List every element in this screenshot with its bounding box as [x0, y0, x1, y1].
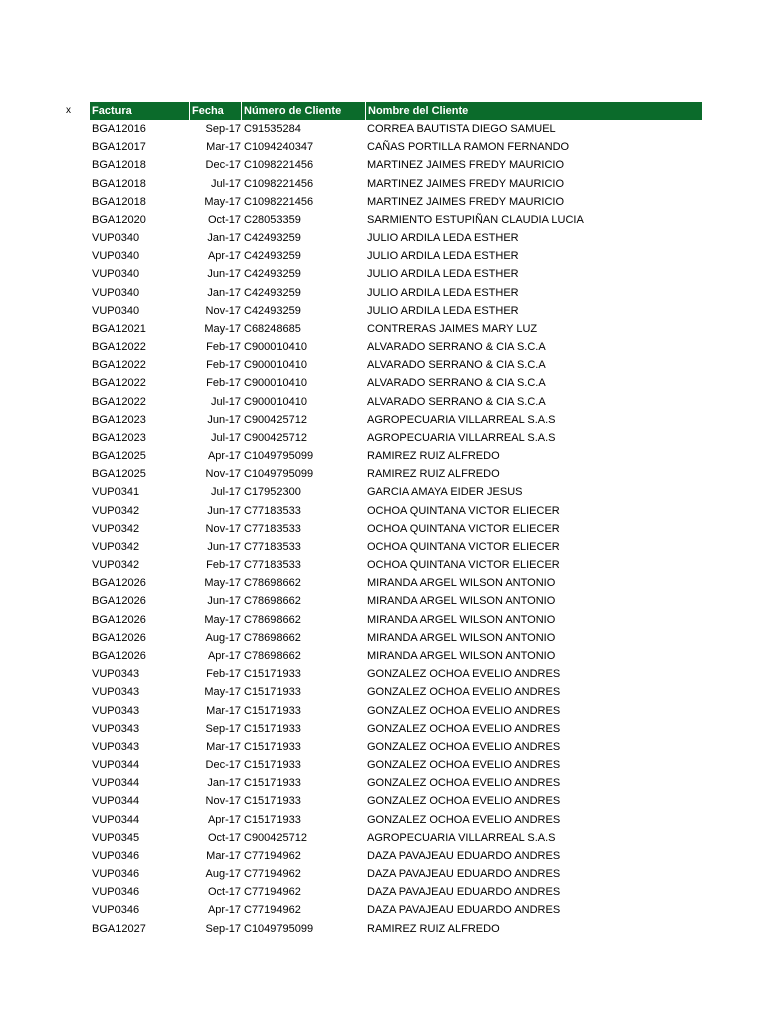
- cell-fecha[interactable]: Nov-17: [205, 795, 241, 808]
- cell-numero-cliente[interactable]: C900425712: [244, 413, 308, 426]
- cell-factura[interactable]: BGA12023: [92, 431, 146, 444]
- cell-factura[interactable]: VUP0343: [92, 686, 140, 699]
- table-row[interactable]: [90, 120, 702, 138]
- cell-fecha[interactable]: Feb-17: [206, 668, 241, 681]
- cell-numero-cliente[interactable]: C1094240347: [244, 141, 314, 154]
- cell-fecha[interactable]: Jun-17: [207, 595, 241, 608]
- cell-factura[interactable]: VUP0344: [92, 759, 140, 772]
- cell-factura[interactable]: VUP0345: [92, 831, 140, 844]
- cell-nombre-cliente[interactable]: MIRANDA ARGEL WILSON ANTONIO: [367, 649, 556, 662]
- cell-fecha[interactable]: May-17: [204, 195, 241, 208]
- table-row[interactable]: [90, 175, 702, 193]
- cell-numero-cliente[interactable]: C1049795099: [244, 922, 314, 935]
- cell-numero-cliente[interactable]: C77194962: [244, 904, 301, 917]
- table-header: [90, 102, 702, 120]
- cell-numero-cliente[interactable]: C900425712: [244, 431, 308, 444]
- cell-fecha[interactable]: May-17: [204, 613, 241, 626]
- table-row[interactable]: [90, 247, 702, 265]
- cell-factura[interactable]: BGA12026: [92, 649, 146, 662]
- cell-fecha[interactable]: Jun-17: [207, 540, 241, 553]
- cell-factura[interactable]: VUP0342: [92, 504, 140, 517]
- table-row[interactable]: [90, 302, 702, 320]
- cell-fecha[interactable]: Oct-17: [207, 831, 241, 844]
- cell-numero-cliente[interactable]: C78698662: [244, 595, 301, 608]
- cell-factura[interactable]: BGA12017: [92, 141, 146, 154]
- table-row[interactable]: [90, 774, 702, 792]
- table-row[interactable]: [90, 265, 702, 283]
- cell-fecha[interactable]: Jul-17: [211, 177, 241, 190]
- cell-nombre-cliente[interactable]: DAZA PAVAJEAU EDUARDO ANDRES: [367, 904, 561, 917]
- cell-nombre-cliente[interactable]: OCHOA QUINTANA VICTOR ELIECER: [367, 559, 560, 572]
- table-row[interactable]: [90, 592, 702, 610]
- cell-nombre-cliente[interactable]: OCHOA QUINTANA VICTOR ELIECER: [367, 540, 560, 553]
- table-row[interactable]: [90, 193, 702, 211]
- table-row[interactable]: [90, 647, 702, 665]
- table-row[interactable]: [90, 393, 702, 411]
- cell-numero-cliente[interactable]: C78698662: [244, 613, 301, 626]
- invoice-table: [90, 102, 702, 938]
- table-row[interactable]: [90, 483, 702, 501]
- cell-numero-cliente[interactable]: C900010410: [244, 341, 308, 354]
- cell-numero-cliente[interactable]: C15171933: [244, 722, 301, 735]
- cell-numero-cliente[interactable]: C900010410: [244, 395, 308, 408]
- cell-fecha[interactable]: May-17: [204, 322, 241, 335]
- cell-nombre-cliente[interactable]: ALVARADO SERRANO & CIA S.C.A: [367, 341, 546, 354]
- cell-nombre-cliente[interactable]: ALVARADO SERRANO & CIA S.C.A: [367, 395, 546, 408]
- cell-factura[interactable]: VUP0342: [92, 522, 140, 535]
- table-row[interactable]: [90, 829, 702, 847]
- table-row[interactable]: [90, 156, 702, 174]
- table-row[interactable]: [90, 520, 702, 538]
- cell-numero-cliente[interactable]: C78698662: [244, 649, 301, 662]
- cell-factura[interactable]: BGA12025: [92, 468, 146, 481]
- table-row[interactable]: [90, 229, 702, 247]
- cell-fecha[interactable]: Dec-17: [205, 759, 241, 772]
- cell-factura[interactable]: VUP0341: [92, 486, 140, 499]
- table-row[interactable]: [90, 702, 702, 720]
- cell-factura[interactable]: BGA12018: [92, 159, 146, 172]
- cell-numero-cliente[interactable]: C15171933: [244, 813, 301, 826]
- table-row[interactable]: [90, 901, 702, 919]
- cell-factura[interactable]: VUP0344: [92, 795, 140, 808]
- cell-fecha[interactable]: Feb-17: [206, 559, 241, 572]
- table-row[interactable]: [90, 683, 702, 701]
- cell-nombre-cliente[interactable]: AGROPECUARIA VILLARREAL S.A.S: [367, 831, 556, 844]
- table-row[interactable]: [90, 574, 702, 592]
- cell-fecha[interactable]: Apr-17: [207, 904, 241, 917]
- cell-nombre-cliente[interactable]: GONZALEZ OCHOA EVELIO ANDRES: [367, 759, 561, 772]
- cell-numero-cliente[interactable]: C1049795099: [244, 468, 314, 481]
- header-fecha[interactable]: Fecha: [190, 102, 242, 120]
- table-row[interactable]: [90, 320, 702, 338]
- cell-numero-cliente[interactable]: C15171933: [244, 704, 301, 717]
- table-row[interactable]: [90, 556, 702, 574]
- cell-fecha[interactable]: Jun-17: [207, 504, 241, 517]
- cell-nombre-cliente[interactable]: OCHOA QUINTANA VICTOR ELIECER: [367, 522, 560, 535]
- cell-nombre-cliente[interactable]: GONZALEZ OCHOA EVELIO ANDRES: [367, 722, 561, 735]
- cell-nombre-cliente[interactable]: RAMIREZ RUIZ ALFREDO: [367, 450, 500, 463]
- cell-numero-cliente[interactable]: C1098221456: [244, 177, 314, 190]
- cell-nombre-cliente[interactable]: CORREA BAUTISTA DIEGO SAMUEL: [367, 123, 556, 135]
- cell-nombre-cliente[interactable]: GONZALEZ OCHOA EVELIO ANDRES: [367, 668, 561, 681]
- cell-numero-cliente[interactable]: C28053359: [244, 213, 301, 226]
- cell-nombre-cliente[interactable]: JULIO ARDILA LEDA ESTHER: [367, 250, 519, 263]
- cell-nombre-cliente[interactable]: MARTINEZ JAIMES FREDY MAURICIO: [367, 195, 565, 208]
- cell-numero-cliente[interactable]: C77183533: [244, 559, 301, 572]
- cell-nombre-cliente[interactable]: JULIO ARDILA LEDA ESTHER: [367, 304, 519, 317]
- cell-numero-cliente[interactable]: C68248685: [244, 322, 301, 335]
- cell-numero-cliente[interactable]: C1049795099: [244, 450, 314, 463]
- cell-numero-cliente[interactable]: C78698662: [244, 631, 301, 644]
- cell-nombre-cliente[interactable]: OCHOA QUINTANA VICTOR ELIECER: [367, 504, 560, 517]
- header-factura[interactable]: Factura: [90, 102, 190, 120]
- cell-numero-cliente[interactable]: C15171933: [244, 759, 301, 772]
- cell-fecha[interactable]: Feb-17: [206, 359, 241, 372]
- cell-nombre-cliente[interactable]: ALVARADO SERRANO & CIA S.C.A: [367, 359, 546, 372]
- cell-factura[interactable]: BGA12022: [92, 395, 146, 408]
- cell-fecha[interactable]: Jan-17: [207, 232, 241, 245]
- cell-factura[interactable]: VUP0340: [92, 268, 140, 281]
- table-row[interactable]: [90, 883, 702, 901]
- cell-numero-cliente[interactable]: C42493259: [244, 268, 301, 281]
- cell-factura[interactable]: BGA12026: [92, 595, 146, 608]
- cell-fecha[interactable]: Apr-17: [207, 450, 241, 463]
- cell-numero-cliente[interactable]: C17952300: [244, 486, 301, 499]
- cell-nombre-cliente[interactable]: MARTINEZ JAIMES FREDY MAURICIO: [367, 159, 565, 172]
- cell-factura[interactable]: BGA12022: [92, 341, 146, 354]
- cell-factura[interactable]: VUP0346: [92, 849, 140, 862]
- table-row[interactable]: [90, 738, 702, 756]
- cell-nombre-cliente[interactable]: GONZALEZ OCHOA EVELIO ANDRES: [367, 704, 561, 717]
- cell-nombre-cliente[interactable]: RAMIREZ RUIZ ALFREDO: [367, 468, 500, 481]
- cell-factura[interactable]: BGA12023: [92, 413, 146, 426]
- cell-nombre-cliente[interactable]: SARMIENTO ESTUPIÑAN CLAUDIA LUCIA: [367, 213, 584, 226]
- cell-nombre-cliente[interactable]: MARTINEZ JAIMES FREDY MAURICIO: [367, 177, 565, 190]
- cell-fecha[interactable]: Aug-17: [205, 631, 241, 644]
- cell-factura[interactable]: BGA12020: [92, 213, 146, 226]
- cell-nombre-cliente[interactable]: GONZALEZ OCHOA EVELIO ANDRES: [367, 686, 561, 699]
- cell-numero-cliente[interactable]: C900010410: [244, 359, 308, 372]
- cell-fecha[interactable]: Jun-17: [207, 413, 241, 426]
- cell-fecha[interactable]: Sep-17: [205, 922, 241, 935]
- table-row[interactable]: [90, 629, 702, 647]
- cell-numero-cliente[interactable]: C900425712: [244, 831, 308, 844]
- cell-fecha[interactable]: Nov-17: [205, 522, 241, 535]
- cell-fecha[interactable]: Jul-17: [211, 431, 241, 444]
- cell-fecha[interactable]: Oct-17: [207, 213, 241, 226]
- cell-nombre-cliente[interactable]: JULIO ARDILA LEDA ESTHER: [367, 268, 519, 281]
- cell-factura[interactable]: VUP0340: [92, 286, 140, 299]
- cell-nombre-cliente[interactable]: MIRANDA ARGEL WILSON ANTONIO: [367, 595, 556, 608]
- header-nombre-cliente[interactable]: Nombre del Cliente: [368, 105, 469, 117]
- cell-nombre-cliente[interactable]: JULIO ARDILA LEDA ESTHER: [367, 232, 519, 245]
- cell-factura[interactable]: VUP0340: [92, 250, 140, 263]
- cell-nombre-cliente[interactable]: MIRANDA ARGEL WILSON ANTONIO: [367, 631, 556, 644]
- cell-factura[interactable]: BGA12021: [92, 322, 146, 335]
- cell-factura[interactable]: BGA12026: [92, 613, 146, 626]
- table-row[interactable]: [90, 138, 702, 156]
- cell-numero-cliente[interactable]: C15171933: [244, 668, 301, 681]
- cell-nombre-cliente[interactable]: MIRANDA ARGEL WILSON ANTONIO: [367, 613, 556, 626]
- cell-numero-cliente[interactable]: C78698662: [244, 577, 301, 590]
- cell-fecha[interactable]: Aug-17: [205, 868, 241, 881]
- cell-factura[interactable]: VUP0340: [92, 232, 140, 245]
- cell-nombre-cliente[interactable]: GONZALEZ OCHOA EVELIO ANDRES: [367, 795, 561, 808]
- cell-factura[interactable]: BGA12018: [92, 195, 146, 208]
- cell-fecha[interactable]: Jul-17: [211, 395, 241, 408]
- cell-fecha[interactable]: Oct-17: [207, 886, 241, 899]
- table-row[interactable]: [90, 374, 702, 392]
- cell-numero-cliente[interactable]: C77183533: [244, 522, 301, 535]
- table-row[interactable]: [90, 411, 702, 429]
- cell-factura[interactable]: VUP0342: [92, 540, 140, 553]
- cell-fecha[interactable]: Jan-17: [207, 777, 241, 790]
- cell-fecha[interactable]: May-17: [204, 686, 241, 699]
- table-row[interactable]: [90, 429, 702, 447]
- cell-factura[interactable]: BGA12025: [92, 450, 146, 463]
- cell-numero-cliente[interactable]: C42493259: [244, 286, 301, 299]
- table-row[interactable]: [90, 720, 702, 738]
- cell-nombre-cliente[interactable]: DAZA PAVAJEAU EDUARDO ANDRES: [367, 886, 561, 899]
- cell-numero-cliente[interactable]: C15171933: [244, 795, 301, 808]
- table-row[interactable]: [90, 811, 702, 829]
- cell-factura[interactable]: VUP0344: [92, 777, 140, 790]
- cell-fecha[interactable]: Dec-17: [205, 159, 241, 172]
- table-body: [90, 120, 702, 938]
- cell-nombre-cliente[interactable]: GONZALEZ OCHOA EVELIO ANDRES: [367, 740, 561, 753]
- cell-factura[interactable]: VUP0346: [92, 868, 140, 881]
- cell-numero-cliente[interactable]: C77194962: [244, 849, 301, 862]
- cell-fecha[interactable]: Feb-17: [206, 341, 241, 354]
- cell-fecha[interactable]: Mar-17: [206, 849, 241, 862]
- table-row[interactable]: [90, 792, 702, 810]
- cell-factura[interactable]: VUP0340: [92, 304, 140, 317]
- cell-fecha[interactable]: Jan-17: [207, 286, 241, 299]
- cell-numero-cliente[interactable]: C77183533: [244, 540, 301, 553]
- cell-factura[interactable]: VUP0343: [92, 704, 140, 717]
- cell-fecha[interactable]: Feb-17: [206, 377, 241, 390]
- cell-numero-cliente[interactable]: C1098221456: [244, 195, 314, 208]
- table-row[interactable]: [90, 447, 702, 465]
- table-row[interactable]: [90, 284, 702, 302]
- cell-factura[interactable]: VUP0343: [92, 722, 140, 735]
- cell-factura[interactable]: BGA12022: [92, 359, 146, 372]
- table-row[interactable]: [90, 847, 702, 865]
- cell-factura[interactable]: BGA12018: [92, 177, 146, 190]
- table-row[interactable]: [90, 611, 702, 629]
- cell-factura[interactable]: BGA12026: [92, 577, 146, 590]
- table-row[interactable]: [90, 920, 702, 938]
- table-row[interactable]: [90, 665, 702, 683]
- cell-factura[interactable]: VUP0342: [92, 559, 140, 572]
- cell-nombre-cliente[interactable]: ALVARADO SERRANO & CIA S.C.A: [367, 377, 546, 390]
- cell-numero-cliente[interactable]: C42493259: [244, 250, 301, 263]
- table-row[interactable]: [90, 465, 702, 483]
- cell-numero-cliente[interactable]: C42493259: [244, 232, 301, 245]
- cell-numero-cliente[interactable]: C42493259: [244, 304, 301, 317]
- table-row[interactable]: [90, 502, 702, 520]
- cell-nombre-cliente[interactable]: AGROPECUARIA VILLARREAL S.A.S: [367, 413, 556, 426]
- cell-numero-cliente[interactable]: C77194962: [244, 868, 301, 881]
- cell-factura[interactable]: BGA12022: [92, 377, 146, 390]
- cell-nombre-cliente[interactable]: RAMIREZ RUIZ ALFREDO: [367, 922, 500, 935]
- table-row[interactable]: [90, 356, 702, 374]
- cell-numero-cliente[interactable]: C91535284: [244, 123, 301, 135]
- cell-fecha[interactable]: Apr-17: [207, 250, 241, 263]
- cell-fecha[interactable]: Sep-17: [205, 123, 241, 135]
- cell-factura[interactable]: VUP0344: [92, 813, 140, 826]
- cell-numero-cliente[interactable]: C77194962: [244, 886, 301, 899]
- table-row[interactable]: [90, 338, 702, 356]
- table-row[interactable]: [90, 865, 702, 883]
- cell-nombre-cliente[interactable]: CONTRERAS JAIMES MARY LUZ: [367, 322, 538, 335]
- cell-numero-cliente[interactable]: C900010410: [244, 377, 308, 390]
- cell-numero-cliente[interactable]: C15171933: [244, 686, 301, 699]
- cell-numero-cliente[interactable]: C1098221456: [244, 159, 314, 172]
- header-numero-cliente[interactable]: Número de Cliente: [242, 102, 366, 120]
- cell-fecha[interactable]: May-17: [204, 577, 241, 590]
- cell-factura[interactable]: VUP0346: [92, 886, 140, 899]
- cell-factura[interactable]: BGA12016: [92, 123, 146, 135]
- cell-fecha[interactable]: Nov-17: [205, 304, 241, 317]
- cell-nombre-cliente[interactable]: CAÑAS PORTILLA RAMON FERNANDO: [367, 141, 570, 154]
- cell-fecha[interactable]: Sep-17: [205, 722, 241, 735]
- sheet-marker: x: [66, 105, 71, 116]
- table-row[interactable]: [90, 538, 702, 556]
- cell-fecha[interactable]: Jul-17: [211, 486, 241, 499]
- cell-fecha[interactable]: Mar-17: [206, 141, 241, 154]
- cell-fecha[interactable]: Jun-17: [207, 268, 241, 281]
- cell-factura[interactable]: VUP0346: [92, 904, 140, 917]
- cell-fecha[interactable]: Apr-17: [207, 649, 241, 662]
- cell-fecha[interactable]: Nov-17: [205, 468, 241, 481]
- table-row[interactable]: [90, 756, 702, 774]
- cell-factura[interactable]: VUP0343: [92, 740, 140, 753]
- cell-fecha[interactable]: Mar-17: [206, 740, 241, 753]
- cell-nombre-cliente[interactable]: JULIO ARDILA LEDA ESTHER: [367, 286, 519, 299]
- cell-numero-cliente[interactable]: C77183533: [244, 504, 301, 517]
- cell-factura[interactable]: BGA12027: [92, 922, 146, 935]
- cell-numero-cliente[interactable]: C15171933: [244, 740, 301, 753]
- cell-numero-cliente[interactable]: C15171933: [244, 777, 301, 790]
- cell-nombre-cliente[interactable]: DAZA PAVAJEAU EDUARDO ANDRES: [367, 868, 561, 881]
- cell-nombre-cliente[interactable]: DAZA PAVAJEAU EDUARDO ANDRES: [367, 849, 561, 862]
- cell-factura[interactable]: BGA12026: [92, 631, 146, 644]
- cell-nombre-cliente[interactable]: GONZALEZ OCHOA EVELIO ANDRES: [367, 777, 561, 790]
- table-row[interactable]: [90, 211, 702, 229]
- cell-fecha[interactable]: Mar-17: [206, 704, 241, 717]
- cell-nombre-cliente[interactable]: GARCIA AMAYA EIDER JESUS: [367, 486, 523, 499]
- cell-fecha[interactable]: Apr-17: [207, 813, 241, 826]
- cell-nombre-cliente[interactable]: AGROPECUARIA VILLARREAL S.A.S: [367, 431, 556, 444]
- cell-nombre-cliente[interactable]: GONZALEZ OCHOA EVELIO ANDRES: [367, 813, 561, 826]
- cell-factura[interactable]: VUP0343: [92, 668, 140, 681]
- cell-nombre-cliente[interactable]: MIRANDA ARGEL WILSON ANTONIO: [367, 577, 556, 590]
